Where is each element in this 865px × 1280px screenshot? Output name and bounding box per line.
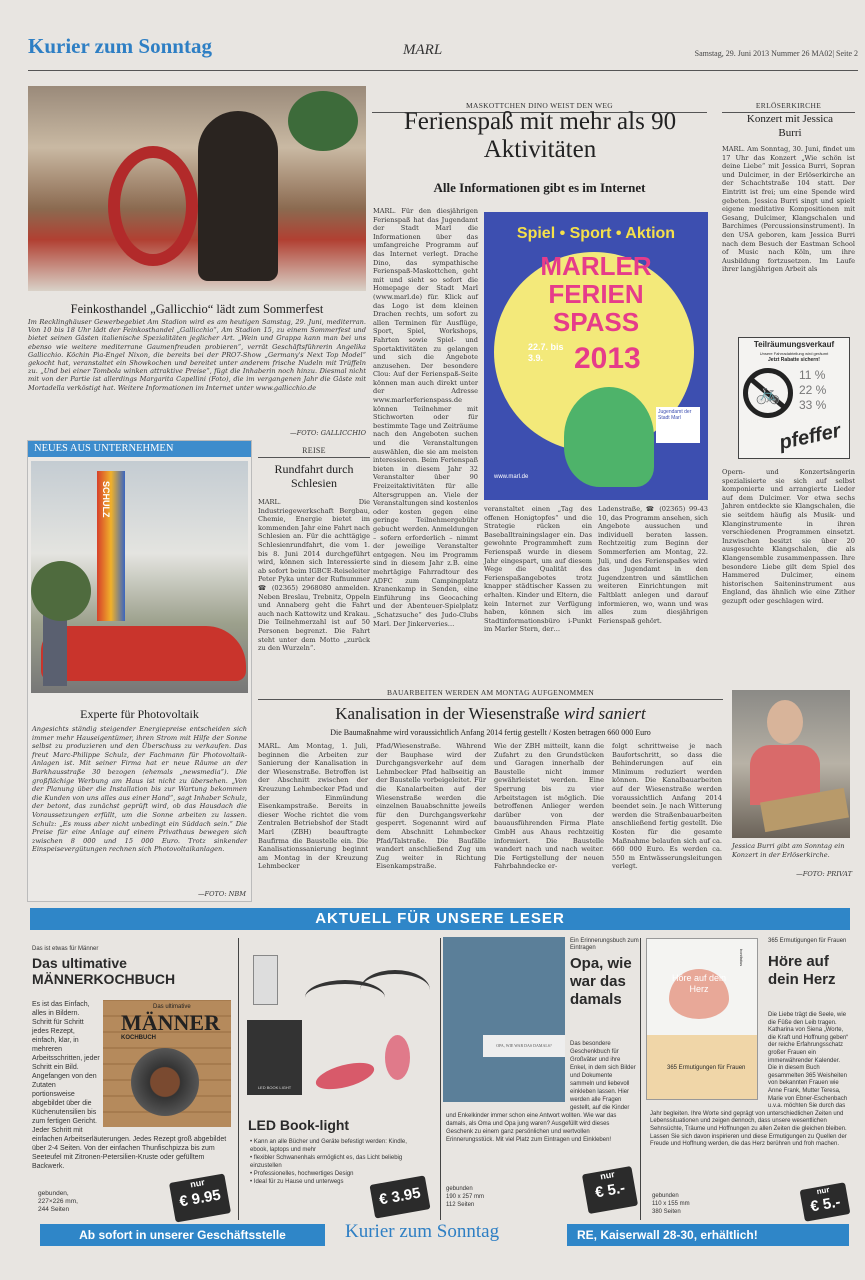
promo-4-title: Höre auf dein Herz — [768, 953, 836, 988]
booklight-lamp-pink-handle — [385, 1035, 410, 1080]
cover-spacer — [100, 1000, 232, 1130]
promo-1-title: Das ultimative MÄNNERKOCHBUCH — [32, 955, 176, 987]
poster-title-2: FERIEN — [548, 279, 644, 309]
konzert-headline: Konzert mit Jessica Burri — [746, 113, 834, 139]
kanal-headline — [258, 704, 723, 724]
price-value: € 5.- — [593, 1179, 627, 1202]
ferien-col3: Ladenstraße, ☎ (02365) 99-43 10, das Programm ansehen, sich Angebote aussuchen und individuell beraten lassen. Rechtzeitig zum Beginn der Sommerferien am Montag, 22. Juli, und des Ferienspaßes wird das Jugendamt in den Jugendzentren und sämtlichen weiteren Einrichtungen mit Faltblatt anlegen und darauf informieren, wo, wann und was alles zum diesjährigen Ferienspaß gehört. — [598, 505, 708, 625]
promo-1-price-tag — [169, 1173, 231, 1222]
masthead-rule — [28, 70, 858, 71]
city-label: MARL — [403, 42, 443, 58]
pfeffer-ad-line2: Jetzt Rabatte sichern! — [768, 357, 820, 363]
price-value: € 3.95 — [377, 1184, 422, 1209]
schulz-photo — [31, 461, 248, 693]
photo-tree — [31, 561, 91, 621]
gallicchio-credit: —FOTO: GALLICCHIO — [290, 429, 366, 437]
promo-1-body: Es ist das Einfach, alles in Bildern. Schritt für Schritt jedes Rezept, einfach, klar, in mehreren Arbeitsschritten, jeder Schritt ein Bild. Angefangen von den Zutaten portionsweise abgebildet über die Küchenutensilien bis zum fertigen Gericht. Jeder Schritt mit einfachen Arbeitserläuterungen. Jedes Rezept groß abgebildet über 2-4 Seiten. Von der einfachen Thunfischpizza bis zum Seeteufel mit Zitronen-Petersilien-Kruste oder gefülltem Backwerk. — [32, 1001, 227, 1170]
price-prefix: nur — [599, 1169, 616, 1182]
promo-3-kicker: Ein Erinnerungsbuch zum Eintragen — [570, 938, 639, 951]
ferien-col1: MARL. Für den diesjährigen Ferienspaß hat das Jugendamt der Stadt Marl die Informationen über das umfangreiche Programm auf das Internet verlegt. Drache Dino, das sympathische Ferienspaß-Maskottchen, geht mit und sieht so sofort die Homepage der Stadt Marl (www.marl.de) für. Klick auf das Logo ist dem kleinen Drachen rechts, um sofort zu allen Terminen für Ausflüge, Sport, Spiel, Workshops, Fahrten sowie Spiel- und Sportaktivitäten zu gelangen und sich die Angebote anzusehen. Der besondere Clou: Auf der Ferienspaß-Seite können man auch direkt unter der Adresse www.marlerferienspass.de können Teilnehmer mit Stichworten oder für bestimmte Tage und Zeiträume nach den Angeboten suchen und die Veranstaltungen auswählen, die sie am meisten interessieren. Beim Ferienspaß bieten in diesem Jahr 32 Veranstalter über 90 Freizeitaktivitäten für alle Altersgruppen an. Viele der Veranstaltungen sind kostenlos oder kosten gegen eine geringe Teilnehmergebühr gebucht werden. Anmeldungen – sofern erforderlich – nimmt der jeweilige Veranstalter entgegen. Neu im Programm sind in diesem Jahr z.B. eine mehrtägige Fahrradtour des ADFC zum Campingplatz Kranenkamp in Senden, eine Einführung ins Geocaching und der Abenteuer-Spielplatz „Schatzsuche“ des Judo-Clubs Marl. Der Jinkerveries… — [373, 207, 478, 628]
cover-small: Das ultimative — [153, 1004, 191, 1010]
booklight-package — [253, 955, 278, 1005]
bullet-2: • flexibler Schwanenhals ermöglicht es, das Licht beliebig einzustellen — [250, 1155, 403, 1169]
bullet-text: Kann an alle Bücher und Geräte befestigt werden: Kindle, ebook, laptops und mehr — [250, 1139, 407, 1153]
reise-headline: Rundfahrt durch Schlesien — [274, 462, 354, 490]
herz-cover-sub: 365 Ermutigungen für Frauen — [667, 1065, 746, 1071]
photovoltaik-headline: Experte für Photovoltaik — [80, 707, 199, 721]
photo-car — [41, 626, 246, 681]
photovoltaik-credit: —FOTO: NBM — [197, 890, 246, 898]
bullet-3: • Professionelles, hochwertiges Design — [250, 1171, 354, 1177]
kanal-col-4: folgt schrittweise je nach Baufortschritt, so dass die Behinderungen auf ein Minimum reduziert werden können. Die Kanalbauarbeiten auf der Wiesenstraße werden voraussichtlich Anfang 2014 beendet sein. Je nach Witterung werden die Straßenbauarbeiten anschließend fertig gestellt. Die Kosten für die gesamte Maßnahme belaufen sich auf ca. 660 000 Euro. Es werden ca. 550 m Entwässerungsleitungen verlegt. — [612, 742, 722, 871]
jessica-burri-photo — [732, 690, 850, 838]
pfeffer-ad-line1: Unsere Fahrradabteilung wird geräumt — [759, 351, 829, 356]
poster-tagline: Spiel • Sport • Aktion — [516, 225, 676, 242]
konzert-body-2: Opern- und Konzertsängerin spezialisierte sie sich auf selbst komponierte und arrangierte Lieder auf dem Dulcimer. Vor etwa sechs Jahren entdeckte sie Klangschalen, die sie seitdem häufig als Musik- und Klanginstrumente in ihren verschiedenen Programmen einsetzt. Inzwischen besitzt sie über 20 ausgesuchte Klangschalen, die als Klangensemble zusammenpassen. Ihre besondere Liebe gilt dem Spiel des Hammered Dulcimer, einem historischen Saiteninstrument aus England, das ähnlich wie eine Zither gezupft oder geschlagen wird. — [722, 468, 855, 605]
promo-4-body: Die Liebe trägt die Seele, wie die Füße den Leib tragen. Katharina von Siena „Worte, die Kraft und Hoffnung geben“ der reiche Erfahrungsschatz großer Frauen ein immerwährender Kalender. Die in diesem Buch gesammelten 365 Weisheiten von bekannten Frauen wie Anne Frank, Mutter Teresa, Marie von Ebner-Eschenbach u.v.a. möchten Sie durch das Jahr begleiten. Ihre Worte sind geprägt von unterschiedlichen Zeiten und Lebenssituationen und zeigen dennoch, dass unsere wesentlichen Sehnsüchte, Träume und Hoffnungen zu allen Zeiten die gleichen bleiben. Lassen Sie sich davon inspirieren und diese Ermutigungen zu Quellen der Freude und Hoffnung werden, die das Herz berühren und froh machen. — [650, 1012, 849, 1148]
kanal-kicker: BAUARBEITEN WERDEN AM MONTAG AUFGENOMMEN — [258, 688, 723, 700]
kanal-headline-italic: wird saniert — [563, 704, 646, 723]
kanal-col-2: Pfad/Wiesenstraße. Während der Bauphase wird der Durchgangsverkehr auf dem Lehmbecker Pfad halbseitig an der Baustelle vorbeigeleitet. Für die Kanalarbeiten auf der Wiesenstraße werden die einzelnen Bauabschnitte jeweils für den Durchgangsverkehr gesperrt. Sogenannt wird auf dem Abschnitt Lehmbecker Pfad/Talstraße. Die Baufälle wandert anschließend Zug um Zug weiter in Richtung Eisenkampstraße. — [376, 742, 486, 871]
promo-footer-right: RE, Kaiserwall 28-30, erhältlich! — [567, 1224, 849, 1246]
photo-face — [767, 700, 803, 744]
photo-slicer — [108, 146, 198, 266]
promo-1-spec-2: 227×226 mm, — [38, 1198, 78, 1205]
price-prefix: nur — [815, 1185, 831, 1197]
kanal-headline-main: Kanalisation in der Wiesenstraße — [335, 704, 560, 723]
company-news-box — [27, 440, 252, 902]
photo-banner-text: SCHULZ — [101, 481, 111, 518]
promo-3-spec-2: 190 x 257 mm — [446, 1194, 485, 1200]
poster-url: www.marl.de — [494, 474, 529, 480]
promo-1-kicker: Das ist etwas für Männer — [32, 946, 99, 952]
paper-name: Kurier zum Sonntag — [28, 34, 212, 58]
poster-logo: Jugendamt der Stadt Marl — [656, 407, 700, 443]
jessica-caption: Jessica Burri gibt am Sonntag ein Konzert in der Erlöserkirche. — [732, 842, 845, 859]
masthead — [28, 34, 858, 64]
promo-3-spec-3: 112 Seiten — [446, 1202, 475, 1208]
price-value: € 9.95 — [178, 1186, 223, 1211]
promo-4-spec-1: gebunden — [652, 1193, 679, 1199]
price-value: € 5.- — [809, 1193, 842, 1216]
poster-dates: 22.7. bis 3.9. — [528, 342, 564, 363]
promo-3-body-wrap — [446, 1040, 636, 1144]
no-bicycle-icon: 🚲 — [743, 368, 793, 418]
promo-4-body-wrap — [650, 1012, 850, 1149]
bullet-1: • Kann an alle Bücher und Geräte befestigt werden: Kindle, ebook, laptops und mehr — [250, 1139, 407, 1153]
opa-cover-label: OPA, WIE WAR DAS DAMALS? — [483, 1035, 565, 1057]
promo-4-kicker: 365 Ermutigungen für Frauen — [768, 938, 847, 944]
ferien-headline: Ferienspaß mit mehr als 90 Aktivitäten — [403, 108, 677, 163]
gallicchio-headline: Feinkosthandel „Gallicchio“ lädt zum Sommerfest — [70, 302, 324, 316]
company-news-header: NEUES AUS UNTERNEHMEN — [28, 441, 251, 457]
konzert-body: MARL. Am Sonntag, 30. Juni, findet um 17 Uhr das Konzert „Wie schön ist deine Liebe“ mit Jessica Burri, Sopran und Dulcimer, in der Erlöserkirche an der Schachtstraße 104 statt. Der Eintritt ist frei; um eine Spende wird gebeten. Jessica Burri singt und spielt eigene meditative Kompositionen mit Gesang, Dulcimer, Klangschalen und Barchimes (Percussionsinstrument). In den USA geboren, kam Jessica Burri nach dem Besuch der Eastman School of Music nach Köln, um ihre Ausbildung fortzusetzen. Im Laufe ihrer langjährigen Arbeit als — [722, 145, 855, 274]
booklight-product-image[interactable] — [245, 955, 435, 1105]
photo-plant — [288, 91, 358, 151]
ferien-col2: veranstaltet einen „Tag des offenen Honigtopfes“ und die Strategie rücken ein Baseballtrainingslager ein. Das gewohnte Programmheft zum Ferienspaß wurde in diesem Jahr eingespart, um auf diesem Wege die Qualität des Ferienspaßangebotes trotz knapper städtischer Kassen zu erhalten. Kinder und Eltern, die kein Internet zur Verfügung haben, können sich im Stadtinformationsbüro i-Punkt im Marler Stern, der… — [484, 505, 592, 634]
cover-spacer — [650, 1012, 768, 1104]
promo-3-body: Das besondere Geschenkbuch für Großväter und ihre Enkel, in dem sich Bilder und Dokumente sammeln und liebevoll einkleben lassen. Hier werden alle Fragen gestellt, auf die Kinder und Enkelkinder immer schon eine Antwort wollten. Wie war das damals, als Oma und Opa jung waren? Ausgefüllt wird dieses Geschenk zu einem ganz persönlichen und wertvollen Erinnerungsstück. Mit viel Platz zum Eintragen und Einkleben! — [446, 1041, 636, 1143]
kanal-subhead: Die Baumaßnahme wird voraussichtlich Anfang 2014 fertig gestellt / Kosten betragen 660 000 Euro — [330, 728, 651, 737]
pfeffer-ad-title: Teilräumungsverkauf — [753, 340, 835, 349]
gallicchio-body: Im Recklinghäuser Gewerbegebiet Am Stadion wird es am heutigen Samstag, 29. Juni, mediterran. Von 10 bis 18 Uhr lädt der Feinkosthandel „Gallicchio“, Am Stadion 15, zu einem Sommerfest und bietet seinen Gästen italienische Spezialitäten jeglicher Art. „Wein und Grappa kann man bei uns ebenso wie weitere mediterrane Gaumenfreuden probieren“, verrät Geschäftsführerin Angelika Gallicchio. Köchin Pia-Engel Nixon, die bereits bei der PRO7-Show „Germany's Next Top Model“ gekocht hat, veranstaltet ein Showkochen und bereitet unter anderem frische Nudeln mit Trüffeln zu. „Und bei einer Tombola winken attraktive Preise“, fügt die Inhaberin noch hinzu. Diesmal nicht mit von der Partie ist allerdings Margarita Capellini (Foto), die im vergangenen Jahr die Gäste mit Mortadella verköstigt hat. Weitere Informationen im Internet unter www.gallicchio.de — [28, 318, 366, 392]
promo-4-price-tag — [800, 1182, 851, 1222]
promo-divider-2 — [440, 938, 441, 1220]
promo-footer-left: Ab sofort in unserer Geschäftsstelle — [40, 1224, 325, 1246]
reise-body: MARL. Die Industriegewerkschaft Bergbau, Chemie, Energie bietet im kommenden Jahr eine Fahrt nach Schlesien an. Für die achttägige Schlesienrundfahrt, die vom 1. bis 8. Juni 2014 durchgeführt wird, können sich Interessierte ab sofort beim IGBCE-Reiseleiter Peter Pyka unter der Rufnummer ☎ (02365) 2968080 anmelden. Neben Breslau, Trebnitz, Oppeln und Annaberg geht die Fahrt auch nach Kattowitz und Krakau. Die Teilnehmerzahl ist auf 50 Personen begrenzt. Die Fahrt steht unter dem Motto „zurück zu den Wurzeln“. — [258, 498, 370, 653]
konzert-kicker: ERLÖSERKIRCHE — [722, 101, 855, 113]
bullet-text: Ideal für zu Hause und unterwegs — [253, 1179, 344, 1185]
herz-cover-brand: bonifatius — [739, 949, 744, 967]
booklight-lamp-2 — [360, 970, 430, 1010]
promo-divider-1 — [238, 938, 239, 1220]
promo-2-bullets — [250, 1138, 425, 1186]
dateline: Samstag, 29. Juni 2013 Nummer 26 MA02| Seite 2 — [694, 49, 858, 58]
kanal-col-3: Wie der ZBH mitteilt, kann die Zufahrt zu den Grundstücken und Garagen innerhalb der Baustelle nicht immer gewährleistet werden. Eine Sperrung bis zu vier Arbeitstagen ist möglich. Die betroffenen Anlieger werden darüber von der bauausführenden Firma Plate GmbH aus Ahaus rechtzeitig informiert. Die Baustelle wandert nach und nach weiter. Die Fertigstellung der neuen Fahrbahndecke er- — [494, 742, 604, 871]
promo-1-spec-1: gebunden, — [38, 1190, 69, 1197]
reise-kicker: REISE — [258, 446, 370, 458]
ferien-subhead: Alle Informationen gibt es im Internet — [433, 180, 646, 195]
ferien-kicker: MASKOTTCHEN DINO WEIST DEN WEG — [372, 101, 707, 113]
promo-4-spec-3: 380 Seiten — [652, 1209, 681, 1215]
promo-3-price-tag — [582, 1166, 638, 1214]
bullet-text: flexibler Schwanenhals ermöglicht es, das Licht beliebig einzustellen — [250, 1155, 403, 1169]
promo-footer-logo: Kurier zum Sonntag — [345, 1221, 500, 1242]
poster-title-3: SPASS — [552, 307, 640, 337]
poster-year: 2013 — [574, 342, 641, 375]
bullet-text: Professionelles, hochwertiges Design — [253, 1171, 354, 1177]
promo-4-spec-2: 110 x 155 mm — [652, 1201, 690, 1207]
promo-divider-3 — [640, 938, 641, 1220]
booklight-lamp-pink — [313, 1058, 377, 1095]
promo-1-body-wrap — [32, 1000, 232, 1171]
herz-cover-title: Höre auf dein Herz — [671, 973, 727, 994]
promo-1-spec-3: 244 Seiten — [38, 1206, 70, 1213]
booklight-display-box: LED BOOK LIGHT — [247, 1020, 302, 1095]
promo-2-title: LED Book-light — [248, 1117, 350, 1133]
discount-2: 22 % — [799, 383, 827, 397]
promo-3-title: Opa, wie war das damals — [570, 955, 632, 1008]
ferienspass-poster — [484, 212, 708, 500]
pfeffer-logo: pfeffer — [777, 419, 843, 455]
bullet-4: • Ideal für zu Hause und unterwegs — [250, 1179, 344, 1185]
cover-spacer — [446, 1040, 570, 1106]
pfeffer-ad[interactable] — [738, 337, 850, 459]
gallicchio-photo — [28, 86, 366, 291]
poster-title-1: MARLER — [540, 251, 652, 281]
cover-big: MÄNNER — [121, 1010, 220, 1035]
photovoltaik-body: Angesichts ständig steigender Energiepreise entscheiden sich immer mehr Hauseigentümer, ihren Strom mit Hilfe der Sonne selbst zu produzieren und den Überschuss zu verkaufen. Das freut Marc-Philippe Schulz, der Fachmann für Photovoltaik-Anlagen ist. Mit seiner Firma hat er neue Räume an der Barkhausstraße 30 bezogen (ehemals „newsmedia“). Die großflächige Werbung am Haus ist nicht zu übersehen. „Von der Planung über die Installation bis zur Wartung bekommen die Kunden von uns alles aus einer Hand“, sagt Inhaber Schulz, der betont, das zunächst geprüft wird, ob das Hausdach die Voraussetzungen erfüllt, um die Sonne arbeiten zu lassen. Schulz: „Es muss aber nicht unbedingt ein Süddach sein.“ Die Preise für eine Anlage auf einem Privathaus bewegen sich zwischen 8 000 und 15 000 Euro. Trotz sinkender Einspeisevergütungen rechnen sich Photovoltaikanlagen. — [32, 725, 247, 854]
kanal-col-1: MARL. Am Montag, 1. Juli, beginnen die Arbeiten zur Sanierung der Kanalisation in der Wiesenstraße. Betroffen ist der Abschnitt zwischen der Kreuzung Lehmbecker Pfad und der Einmündung Eisenkampstraße. Bereits in dieser Woche richtet die vom Zentralen Betriebshof der Stadt Marl (ZBH) beauftragte Baufirma die Baustelle ein. Die Kanalisationssanierung beginnt am Montag in der Kreuzung Lehmbecker — [258, 742, 368, 871]
jessica-credit: —FOTO: PRIVAT — [796, 870, 852, 878]
promo-banner: AKTUELL FÜR UNSERE LESER — [30, 908, 850, 930]
price-prefix: nur — [189, 1177, 206, 1190]
discount-1: 11 % — [799, 368, 826, 382]
promo-3-spec-1: gebunden — [446, 1186, 473, 1192]
photo-person — [198, 111, 278, 281]
cover-sub: KOCHBUCH — [121, 1035, 156, 1041]
discount-3: 33 % — [799, 398, 827, 412]
poster-dino — [564, 387, 654, 487]
